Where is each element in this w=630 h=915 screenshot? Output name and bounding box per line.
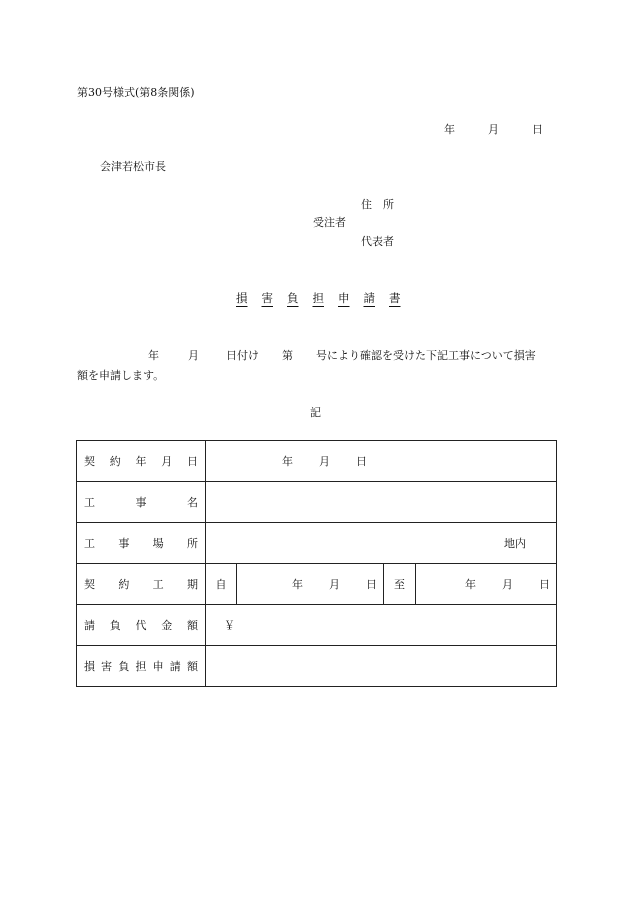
title-char: 害 [261,291,273,305]
date-month: 月 [488,123,499,136]
label-char: 期 [186,578,198,591]
label-char: 負 [118,660,130,673]
yen-symbol: ￥ [224,619,235,632]
label-char: 工 [84,496,95,509]
title-char: 負 [287,291,299,305]
label-char: 場 [152,537,164,550]
label-char: 事 [118,537,130,550]
application-table [76,440,557,687]
label-char: 契 [84,578,95,591]
body-line-2: 額を申請します。 [77,369,165,382]
title-char: 書 [389,291,401,305]
body-year: 年 [148,349,159,362]
label-char: 担 [135,660,147,673]
label-char: 代 [135,619,147,632]
from-day: 日 [366,578,377,591]
table-row [77,482,557,523]
body-number-prefix: 第 [282,349,293,362]
addressee: 会津若松市長 [100,160,166,173]
contract-day: 日 [356,455,367,468]
title-char: 申 [338,291,350,305]
table-row [77,605,557,646]
work-name-field[interactable] [206,482,557,523]
label-char: 工 [152,578,164,591]
label-char: 金 [161,619,173,632]
title-char: 担 [312,291,324,305]
contract-year: 年 [282,455,293,468]
label-char: 額 [187,619,198,632]
period-from-label: 自 [215,578,227,591]
label-char: 約 [109,455,121,468]
row-label-contract-amount [77,605,206,646]
to-month: 月 [502,578,513,591]
label-char: 日 [187,455,198,468]
contract-month: 月 [319,455,330,468]
label-char: 事 [135,496,147,509]
label-char: 請 [84,619,95,632]
date-day: 日 [532,123,543,136]
label-char: 契 [84,455,95,468]
label-char: 所 [186,537,198,550]
contract-date-field[interactable] [206,441,557,482]
table-row [77,646,557,687]
row-label-work-location [77,523,206,564]
period-from-date[interactable] [237,576,383,592]
date-line [444,124,543,135]
label-char: 害 [101,660,113,673]
label-char: 工 [84,537,95,550]
location-suffix: 地内 [504,537,526,550]
body-month: 月 [188,349,199,362]
label-char: 負 [109,619,121,632]
period-to-label: 至 [394,578,405,591]
title-char: 請 [363,291,375,305]
row-label-damage-amount [77,646,206,687]
body-day: 日付け [226,349,259,362]
work-location-field[interactable] [206,523,557,564]
label-char: 請 [169,660,181,673]
form-number: 第30号様式(第8条関係) [77,86,195,99]
to-day: 日 [539,578,550,591]
from-month: 月 [329,578,340,591]
title-char: 損 [236,291,248,305]
contract-amount-field[interactable] [206,605,557,646]
contractor-label: 受注者 [313,216,346,229]
address-label: 住 所 [361,198,394,211]
label-char: 額 [186,660,198,673]
damage-amount-field[interactable] [206,646,557,687]
document-title [226,293,411,305]
label-char: 名 [187,496,198,509]
row-label-contract-date [77,441,206,482]
representative-label: 代表者 [361,235,394,248]
contract-period-field [206,564,557,605]
body-rest: 号により確認を受けた下記工事について損害 [316,349,536,362]
row-label-contract-period [77,564,206,605]
period-to-date[interactable] [416,576,556,592]
row-label-work-name [77,482,206,523]
from-year: 年 [292,578,303,591]
date-year: 年 [444,123,455,136]
table-row [77,523,557,564]
body-line-1 [148,350,536,361]
label-char: 損 [84,660,95,673]
label-char: 年 [135,455,147,468]
ki-label: 記 [310,406,321,419]
label-char: 約 [118,578,130,591]
table-row [77,441,557,482]
label-char: 申 [152,660,164,673]
label-char: 月 [161,455,173,468]
to-year: 年 [465,578,476,591]
table-row [77,564,557,605]
